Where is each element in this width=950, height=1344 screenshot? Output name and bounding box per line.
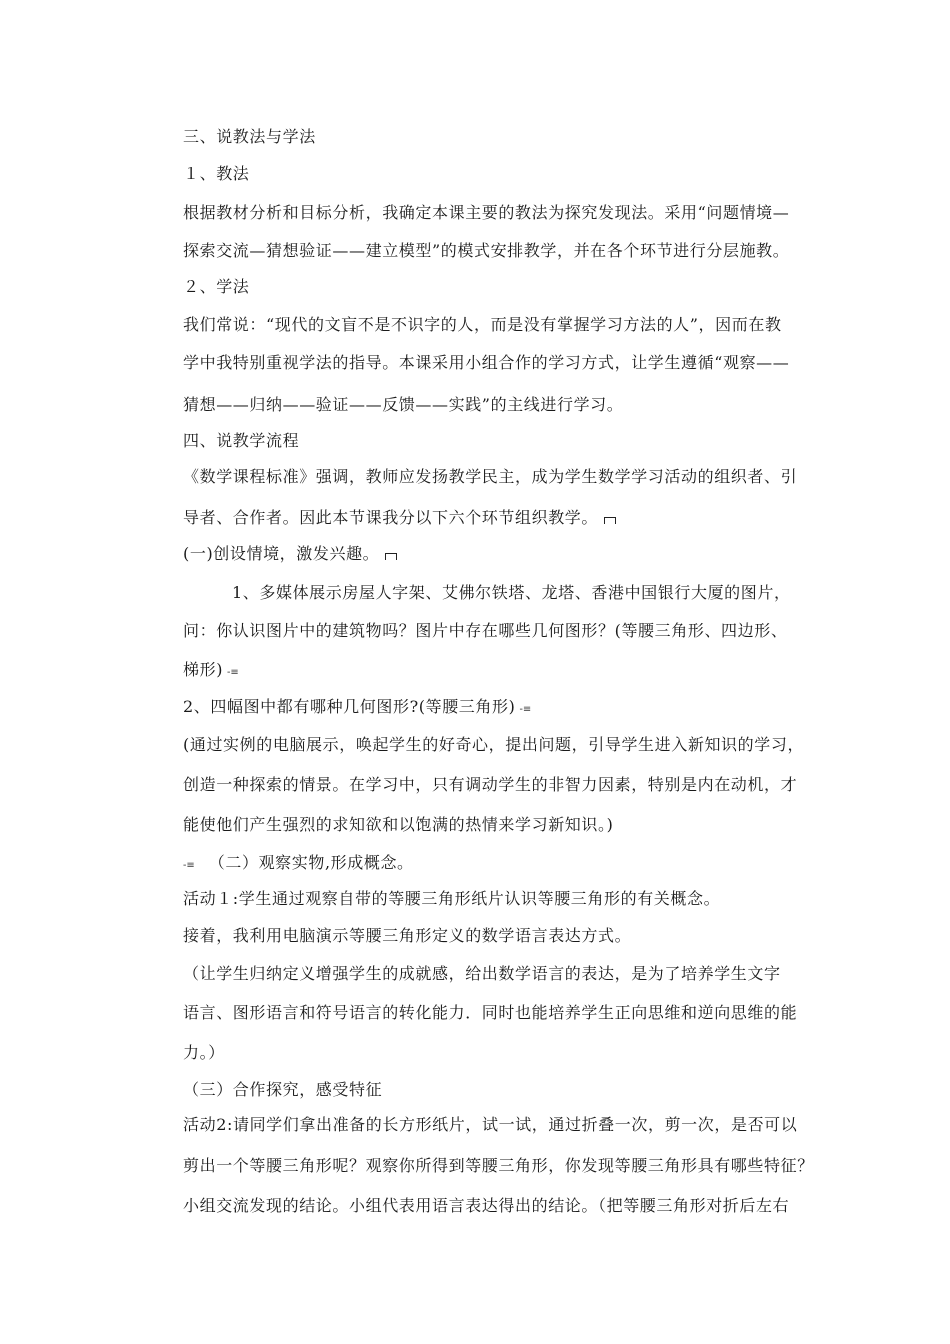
edit-mark: -≡: [519, 704, 532, 715]
paragraph-line: 创造一种探索的情景。在学习中，只有调动学生的非智力因素，特别是内在动机，才: [183, 775, 798, 794]
paragraph-line: 学中我特别重视学法的指导。本课采用小组合作的学习方式，让学生遵循“观察——: [183, 353, 790, 372]
paragraph-line: [183, 508, 616, 528]
paragraph-line: 力。）: [183, 1043, 225, 1062]
subheading-teaching-method: １、教法: [183, 164, 250, 183]
paragraph-text: （二）观察实物,形成概念。: [208, 853, 414, 872]
paragraph-text: 梯形): [183, 660, 224, 679]
heading-teaching-process: 四、说教学流程: [183, 431, 300, 450]
paragraph-line: 探索交流—猜想验证——建立模型”的模式安排教学，并在各个环节进行分层施教。: [183, 241, 790, 260]
paragraph-line: 活动2:请同学们拿出准备的长方形纸片，试一试，通过折叠一次，剪一次，是否可以: [183, 1115, 798, 1134]
paragraph-line: 猜想——归纳——验证——反馈——实践”的主线进行学习。: [183, 395, 624, 414]
paragraph-line: 问：你认识图片中的建筑物吗？图片中存在哪些几何图形？(等腰三角形、四边形、: [183, 621, 788, 640]
paragraph-line: [183, 660, 239, 683]
paragraph-line: [183, 697, 531, 720]
paragraph-line: 能使他们产生强烈的求知欲和以饱满的热情来学习新知识。): [183, 815, 614, 834]
paragraph-line: 1、多媒体展示房屋人字架、艾佛尔铁塔、龙塔、香港中国银行大厦的图片，: [232, 583, 791, 602]
paragraph-line: 我们常说：“现代的文盲不是不识字的人，而是没有掌握学习方法的人”，因而在教: [183, 315, 782, 334]
paragraph-text: 导者、合作者。因此本节课我分以下六个环节组织教学。: [183, 508, 599, 527]
bracket-mark-icon: [604, 517, 616, 524]
bracket-mark-icon: [385, 553, 397, 560]
paragraph-line: 剪出一个等腰三角形呢？观察你所得到等腰三角形，你发现等腰三角形具有哪些特征？: [183, 1156, 814, 1175]
subheading-learning-method: ２、学法: [183, 277, 250, 296]
section-heading-explore: （三）合作探究，感受特征: [183, 1080, 383, 1099]
paragraph-line: 接着，我利用电脑演示等腰三角形定义的数学语言表达方式。: [183, 926, 632, 945]
paragraph-line: 语言、图形语言和符号语言的转化能力．同时也能培养学生正向思维和逆向思维的能: [183, 1003, 798, 1022]
paragraph-text: (一)创设情境，激发兴趣。: [183, 544, 380, 563]
paragraph-line: 活动１:学生通过观察自带的等腰三角形纸片认识等腰三角形的有关概念。: [183, 889, 721, 908]
section-heading-observe: [183, 853, 414, 876]
paragraph-line: 根据教材分析和目标分析，我确定本课主要的教法为探究发现法。采用“问题情境—: [183, 203, 790, 222]
edit-mark: -≡: [227, 667, 239, 678]
paragraph-line: 小组交流发现的结论。小组代表用语言表达得出的结论。（把等腰三角形对折后左右: [183, 1196, 790, 1215]
paragraph-line: (通过实例的电脑展示，唤起学生的好奇心，提出问题，引导学生进入新知识的学习，: [183, 735, 805, 754]
paragraph-text: 2、四幅图中都有哪种几何图形?(等腰三角形): [183, 697, 516, 716]
edit-mark: -≡: [183, 860, 195, 871]
paragraph-line: 《数学课程标准》强调，教师应发扬教学民主，成为学生数学学习活动的组织者、引: [183, 467, 798, 486]
paragraph-line: （让学生归纳定义增强学生的成就感，给出数学语言的表达，是为了培养学生文字: [183, 964, 781, 983]
heading-teaching-methods: 三、说教法与学法: [183, 127, 316, 146]
section-heading-scenario: [183, 544, 397, 564]
